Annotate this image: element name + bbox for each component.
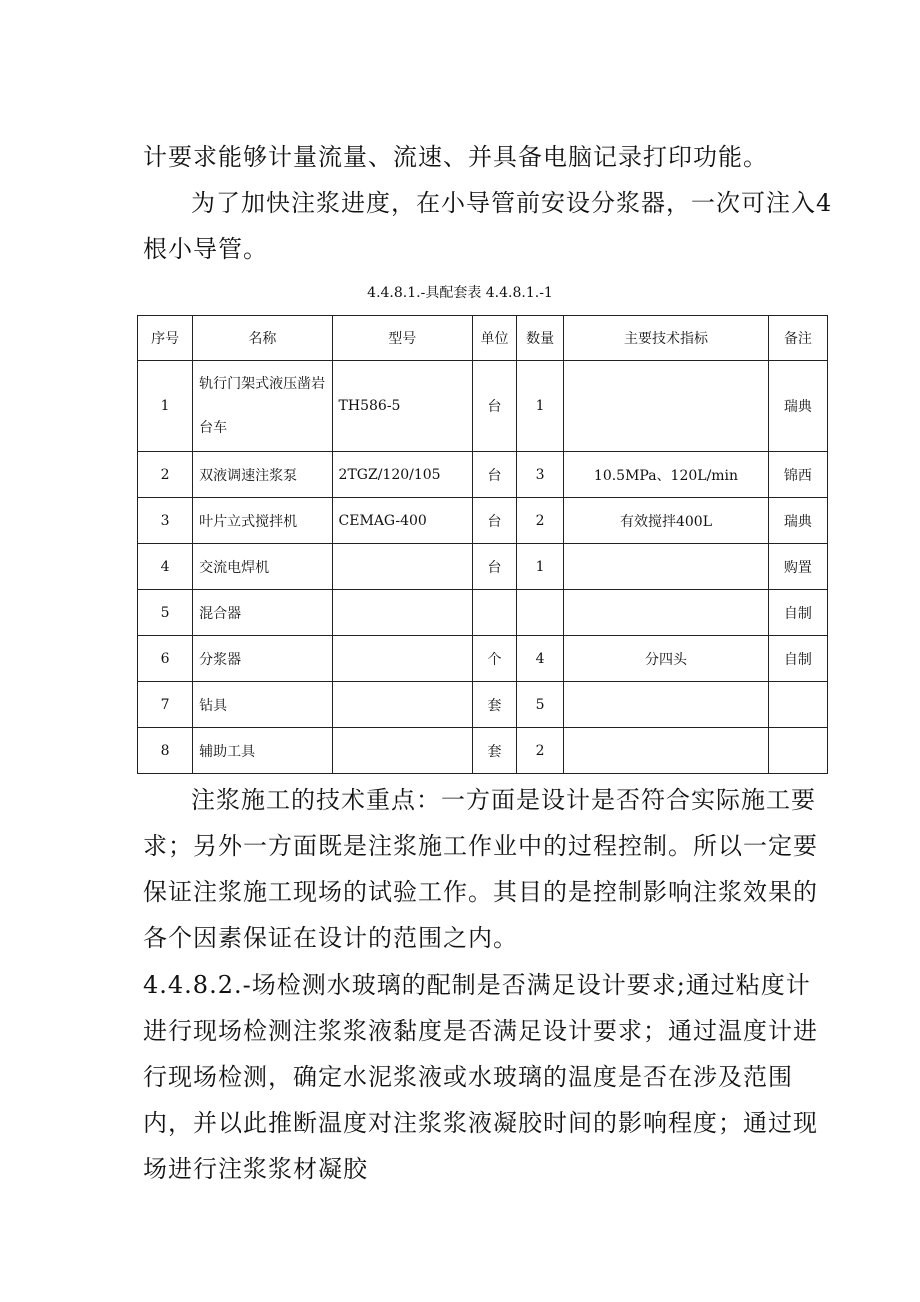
cell-name: 分浆器 bbox=[193, 636, 332, 682]
paragraph-1: 计要求能够计量流量、流速、并具备电脑记录打印功能。 bbox=[143, 143, 768, 171]
cell-unit: 台 bbox=[472, 544, 516, 590]
cell-name: 钻具 bbox=[193, 682, 332, 728]
header-qty: 数量 bbox=[517, 316, 564, 361]
cell-model: CEMAG-400 bbox=[332, 498, 472, 544]
paragraph-2: 为了加快注浆进度，在小导管前安设分浆器，一次可注入4根小导管。 bbox=[143, 189, 833, 263]
cell-model bbox=[332, 590, 472, 636]
cell-spec: 分四头 bbox=[564, 636, 769, 682]
cell-name: 双液调速注浆泵 bbox=[193, 452, 332, 498]
cell-name: 交流电焊机 bbox=[193, 544, 332, 590]
header-model: 型号 bbox=[332, 316, 472, 361]
cell-name: 叶片立式搅拌机 bbox=[193, 498, 332, 544]
cell-note: 购置 bbox=[768, 544, 827, 590]
cell-no: 8 bbox=[138, 728, 193, 774]
header-spec: 主要技术指标 bbox=[564, 316, 769, 361]
table-row bbox=[138, 361, 828, 452]
cell-qty: 2 bbox=[517, 728, 564, 774]
cell-note bbox=[768, 728, 827, 774]
cell-name: 辅助工具 bbox=[193, 728, 332, 774]
cell-unit: 套 bbox=[472, 682, 516, 728]
cell-unit: 台 bbox=[472, 498, 516, 544]
cell-spec bbox=[564, 728, 769, 774]
cell-qty: 1 bbox=[517, 361, 564, 452]
cell-unit: 套 bbox=[472, 728, 516, 774]
table-row bbox=[138, 452, 828, 498]
paragraph-4: 4.4.8.2.-场检测水玻璃的配制是否满足设计要求;通过粘度计进行现场检测注浆浆液黏度是否满足设计要求；通过温度计进行现场检测，确定水泥浆液或水玻璃的温度是否在涉及范围内，并以此推断温度对注浆浆液凝胶时间的影响程度；通过现场进行注浆浆材凝胶 bbox=[143, 971, 818, 1183]
cell-model bbox=[332, 636, 472, 682]
cell-model: 2TGZ/120/105 bbox=[332, 452, 472, 498]
table-row bbox=[138, 682, 828, 728]
cell-spec bbox=[564, 682, 769, 728]
cell-no: 5 bbox=[138, 590, 193, 636]
header-unit: 单位 bbox=[472, 316, 516, 361]
paragraph-3: 注浆施工的技术重点：一方面是设计是否符合实际施工要求；另外一方面既是注浆施工作业中的过程控制。所以一定要保证注浆施工现场的试验工作。其目的是控制影响注浆效果的各个因素保证在设计的范围之内。 bbox=[143, 786, 818, 952]
cell-name: 轨行门架式液压凿岩台车 bbox=[193, 361, 332, 452]
table-header-row bbox=[138, 316, 828, 361]
cell-unit bbox=[472, 590, 516, 636]
cell-no: 7 bbox=[138, 682, 193, 728]
cell-qty bbox=[517, 590, 564, 636]
cell-model bbox=[332, 682, 472, 728]
header-name: 名称 bbox=[193, 316, 332, 361]
equipment-table bbox=[137, 315, 828, 774]
cell-spec bbox=[564, 361, 769, 452]
cell-qty: 4 bbox=[517, 636, 564, 682]
cell-no: 1 bbox=[138, 361, 193, 452]
table-row bbox=[138, 590, 828, 636]
cell-spec bbox=[564, 590, 769, 636]
cell-note: 瑞典 bbox=[768, 498, 827, 544]
table-row bbox=[138, 498, 828, 544]
cell-name: 混合器 bbox=[193, 590, 332, 636]
cell-qty: 3 bbox=[517, 452, 564, 498]
cell-qty: 5 bbox=[517, 682, 564, 728]
cell-spec bbox=[564, 544, 769, 590]
cell-no: 2 bbox=[138, 452, 193, 498]
cell-unit: 台 bbox=[472, 361, 516, 452]
table-row bbox=[138, 544, 828, 590]
cell-qty: 2 bbox=[517, 498, 564, 544]
cell-spec: 10.5MPa、120L/min bbox=[564, 452, 769, 498]
cell-model: TH586-5 bbox=[332, 361, 472, 452]
table-caption: 4.4.8.1.-具配套表 4.4.8.1.-1 bbox=[367, 285, 553, 301]
cell-note: 瑞典 bbox=[768, 361, 827, 452]
table-row bbox=[138, 728, 828, 774]
cell-no: 3 bbox=[138, 498, 193, 544]
cell-spec: 有效搅拌400L bbox=[564, 498, 769, 544]
header-no: 序号 bbox=[138, 316, 193, 361]
cell-qty: 1 bbox=[517, 544, 564, 590]
header-note: 备注 bbox=[768, 316, 827, 361]
cell-model bbox=[332, 544, 472, 590]
cell-unit: 个 bbox=[472, 636, 516, 682]
cell-note: 锦西 bbox=[768, 452, 827, 498]
cell-unit: 台 bbox=[472, 452, 516, 498]
cell-note: 自制 bbox=[768, 590, 827, 636]
cell-note bbox=[768, 682, 827, 728]
cell-no: 4 bbox=[138, 544, 193, 590]
table-row bbox=[138, 636, 828, 682]
cell-no: 6 bbox=[138, 636, 193, 682]
cell-model bbox=[332, 728, 472, 774]
cell-note: 自制 bbox=[768, 636, 827, 682]
